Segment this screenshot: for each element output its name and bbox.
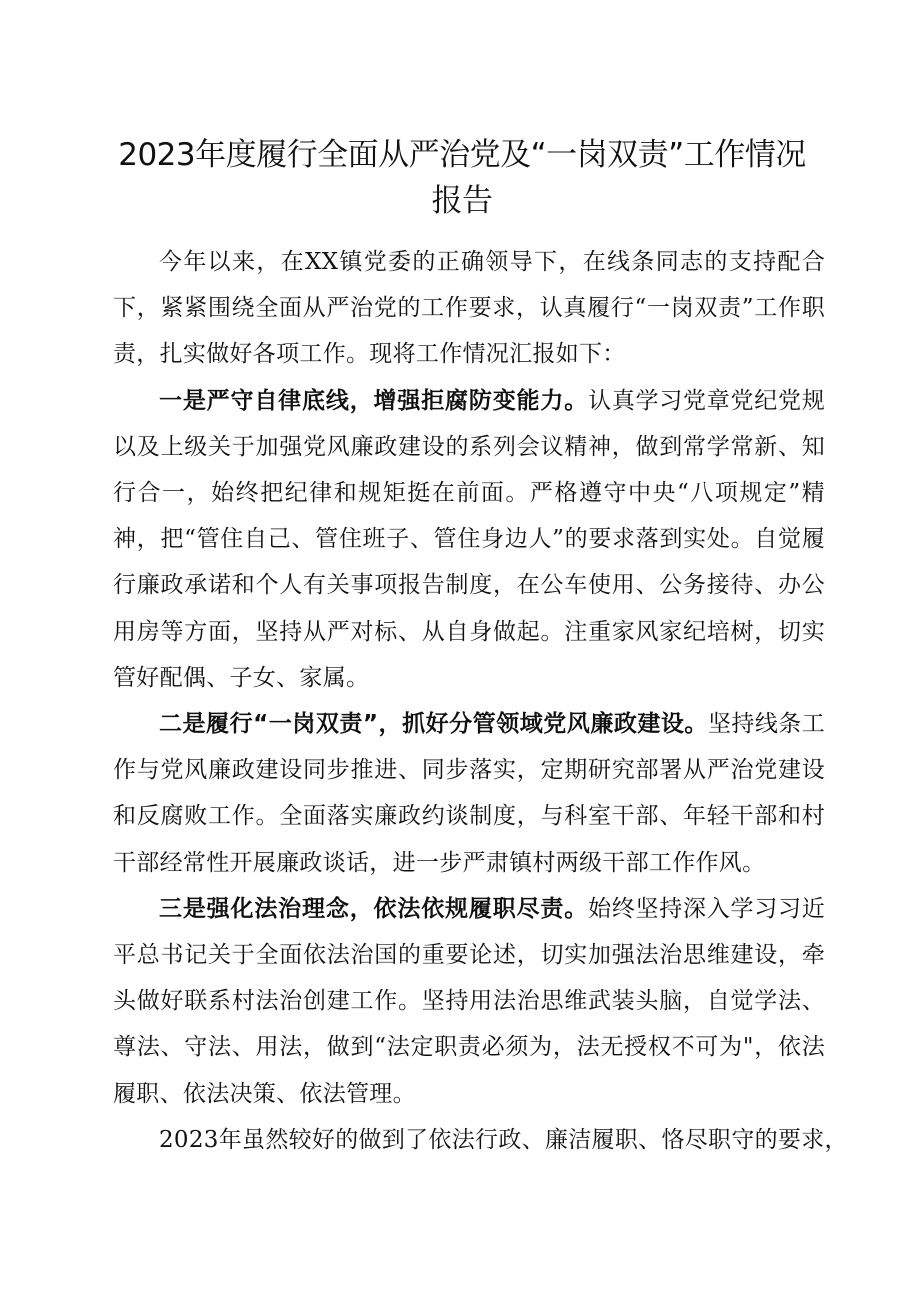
section-paragraph-1 [113, 378, 825, 701]
closing-paragraph: 2023年虽然较好的做到了依法行政、廉洁履职、恪尽职守的要求， [159, 1126, 848, 1153]
section-paragraph-3 [113, 886, 825, 1117]
section-text-3: 始终坚持深入学习习近平总书记关于全面依法治国的重要论述，切实加强法治思维建设，牵头做好联系村法治创建工作。坚持用法治思维武装头脑，自觉学法、尊法、守法、用法，做到“法定职责必须为，法无授权不可为"，依法履职、依法决策、依法管理。 [113, 895, 826, 1107]
document-body [113, 239, 848, 1163]
section-text-2: 坚持线条工作与党风廉政建设同步推进、同步落实，定期研究部署从严治党建设和反腐败工作。全面落实廉政约谈制度，与科室干部、年轻干部和村干部经常性开展廉政谈话，进一步严肃镇村两级干部工作作风。 [113, 711, 825, 876]
section-lead-1: 一是严守自律底线，增强拒腐防变能力。 [159, 387, 589, 414]
intro-paragraph: 今年以来，在XX镇党委的正确领导下，在线条同志的支持配合下，紧紧围绕全面从严治党的工作要求，认真履行“一岗双责”工作职责，扎实做好各项工作。现将工作情况汇报如下： [113, 249, 825, 368]
section-text-1: 认真学习党章党纪党规以及上级关于加强党风廉政建设的系列会议精神，做到常学常新、知行合一，始终把纪律和规矩挺在前面。严格遵守中央“八项规定”精神，把“管住自己、管住班子、管住身边人”的要求落到实处。自觉履行廉政承诺和个人有关事项报告制度，在公车使用、公务接待、办公用房等方面，坚持从严对标、从自身做起。注重家风家纪培树，切实管好配偶、子女、家属。 [113, 387, 826, 691]
section-paragraph-2 [113, 701, 825, 886]
document-title: 2023年度履行全面从严治党及“一岗双责”工作情况报告 [118, 137, 806, 219]
section-lead-2: 二是履行“一岗双责”，抓好分管领域党风廉政建设。 [159, 711, 708, 738]
section-lead-3: 三是强化法治理念，依法依规履职尽责。 [159, 895, 589, 922]
